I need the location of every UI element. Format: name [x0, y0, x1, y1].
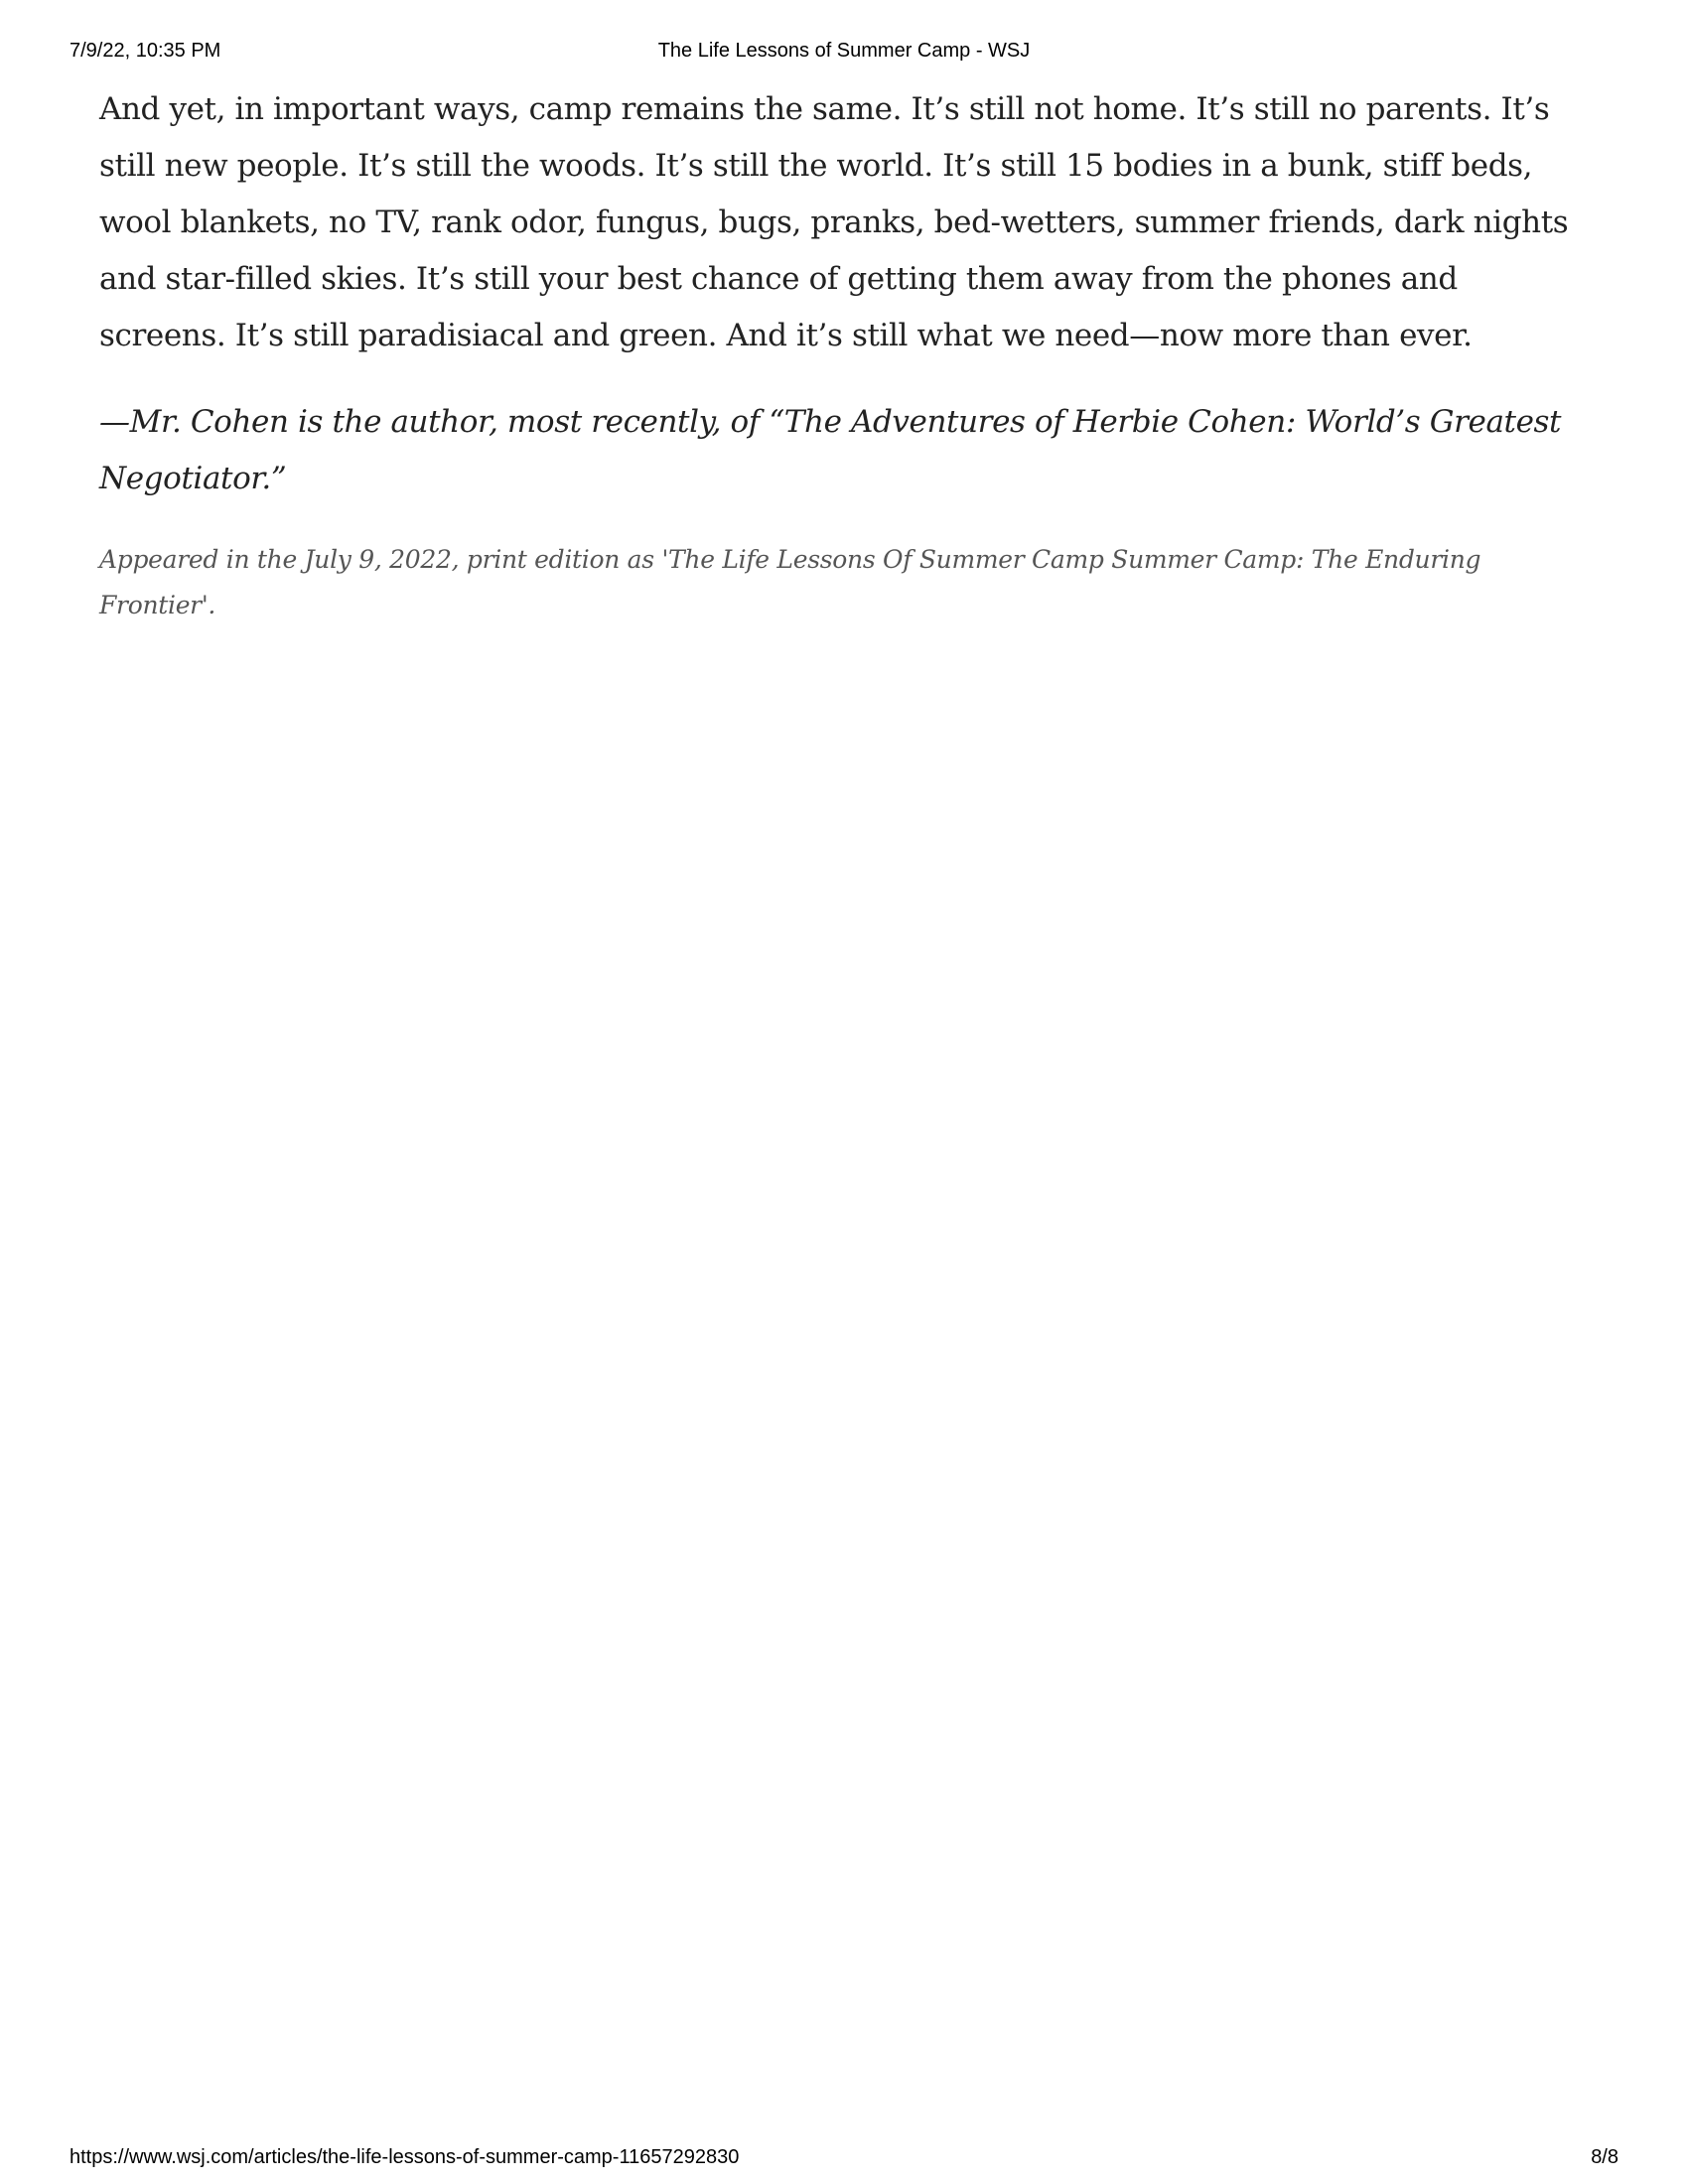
article-paragraph: And yet, in important ways, camp remains the same. It’s still not home. It’s still no parents. It’s still new people. It’s still the woods. It’s still the world. It’s still 15 bodies in a bunk, stiff beds, wool blankets, no TV, rank odor, fungus, bugs, pranks, bed-wetters, summer friends, dark nights and star-filled skies. It’s still your best chance of getting them away from the phones and screens. It’s still paradisiacal and green. And it’s still what we need—now more than ever.: [99, 91, 1569, 353]
print-edition-note: Appeared in the July 9, 2022, print edition as 'The Life Lessons Of Summer Camp Summer Camp: The Enduring Frontier'.: [99, 545, 1481, 619]
article-body: [99, 81, 1569, 628]
page-number: 8/8: [1591, 2146, 1618, 2168]
print-datetime: 7/9/22, 10:35 PM: [70, 40, 221, 62]
print-header: [70, 40, 1618, 69]
author-note: —Mr. Cohen is the author, most recently, of “The Adventures of Herbie Cohen: World’s Greatest Negotiator.”: [99, 404, 1562, 496]
article-url: https://www.wsj.com/articles/the-life-lessons-of-summer-camp-11657292830: [70, 2146, 740, 2168]
print-footer: [70, 2146, 1618, 2176]
print-page-title: The Life Lessons of Summer Camp - WSJ: [657, 40, 1031, 62]
